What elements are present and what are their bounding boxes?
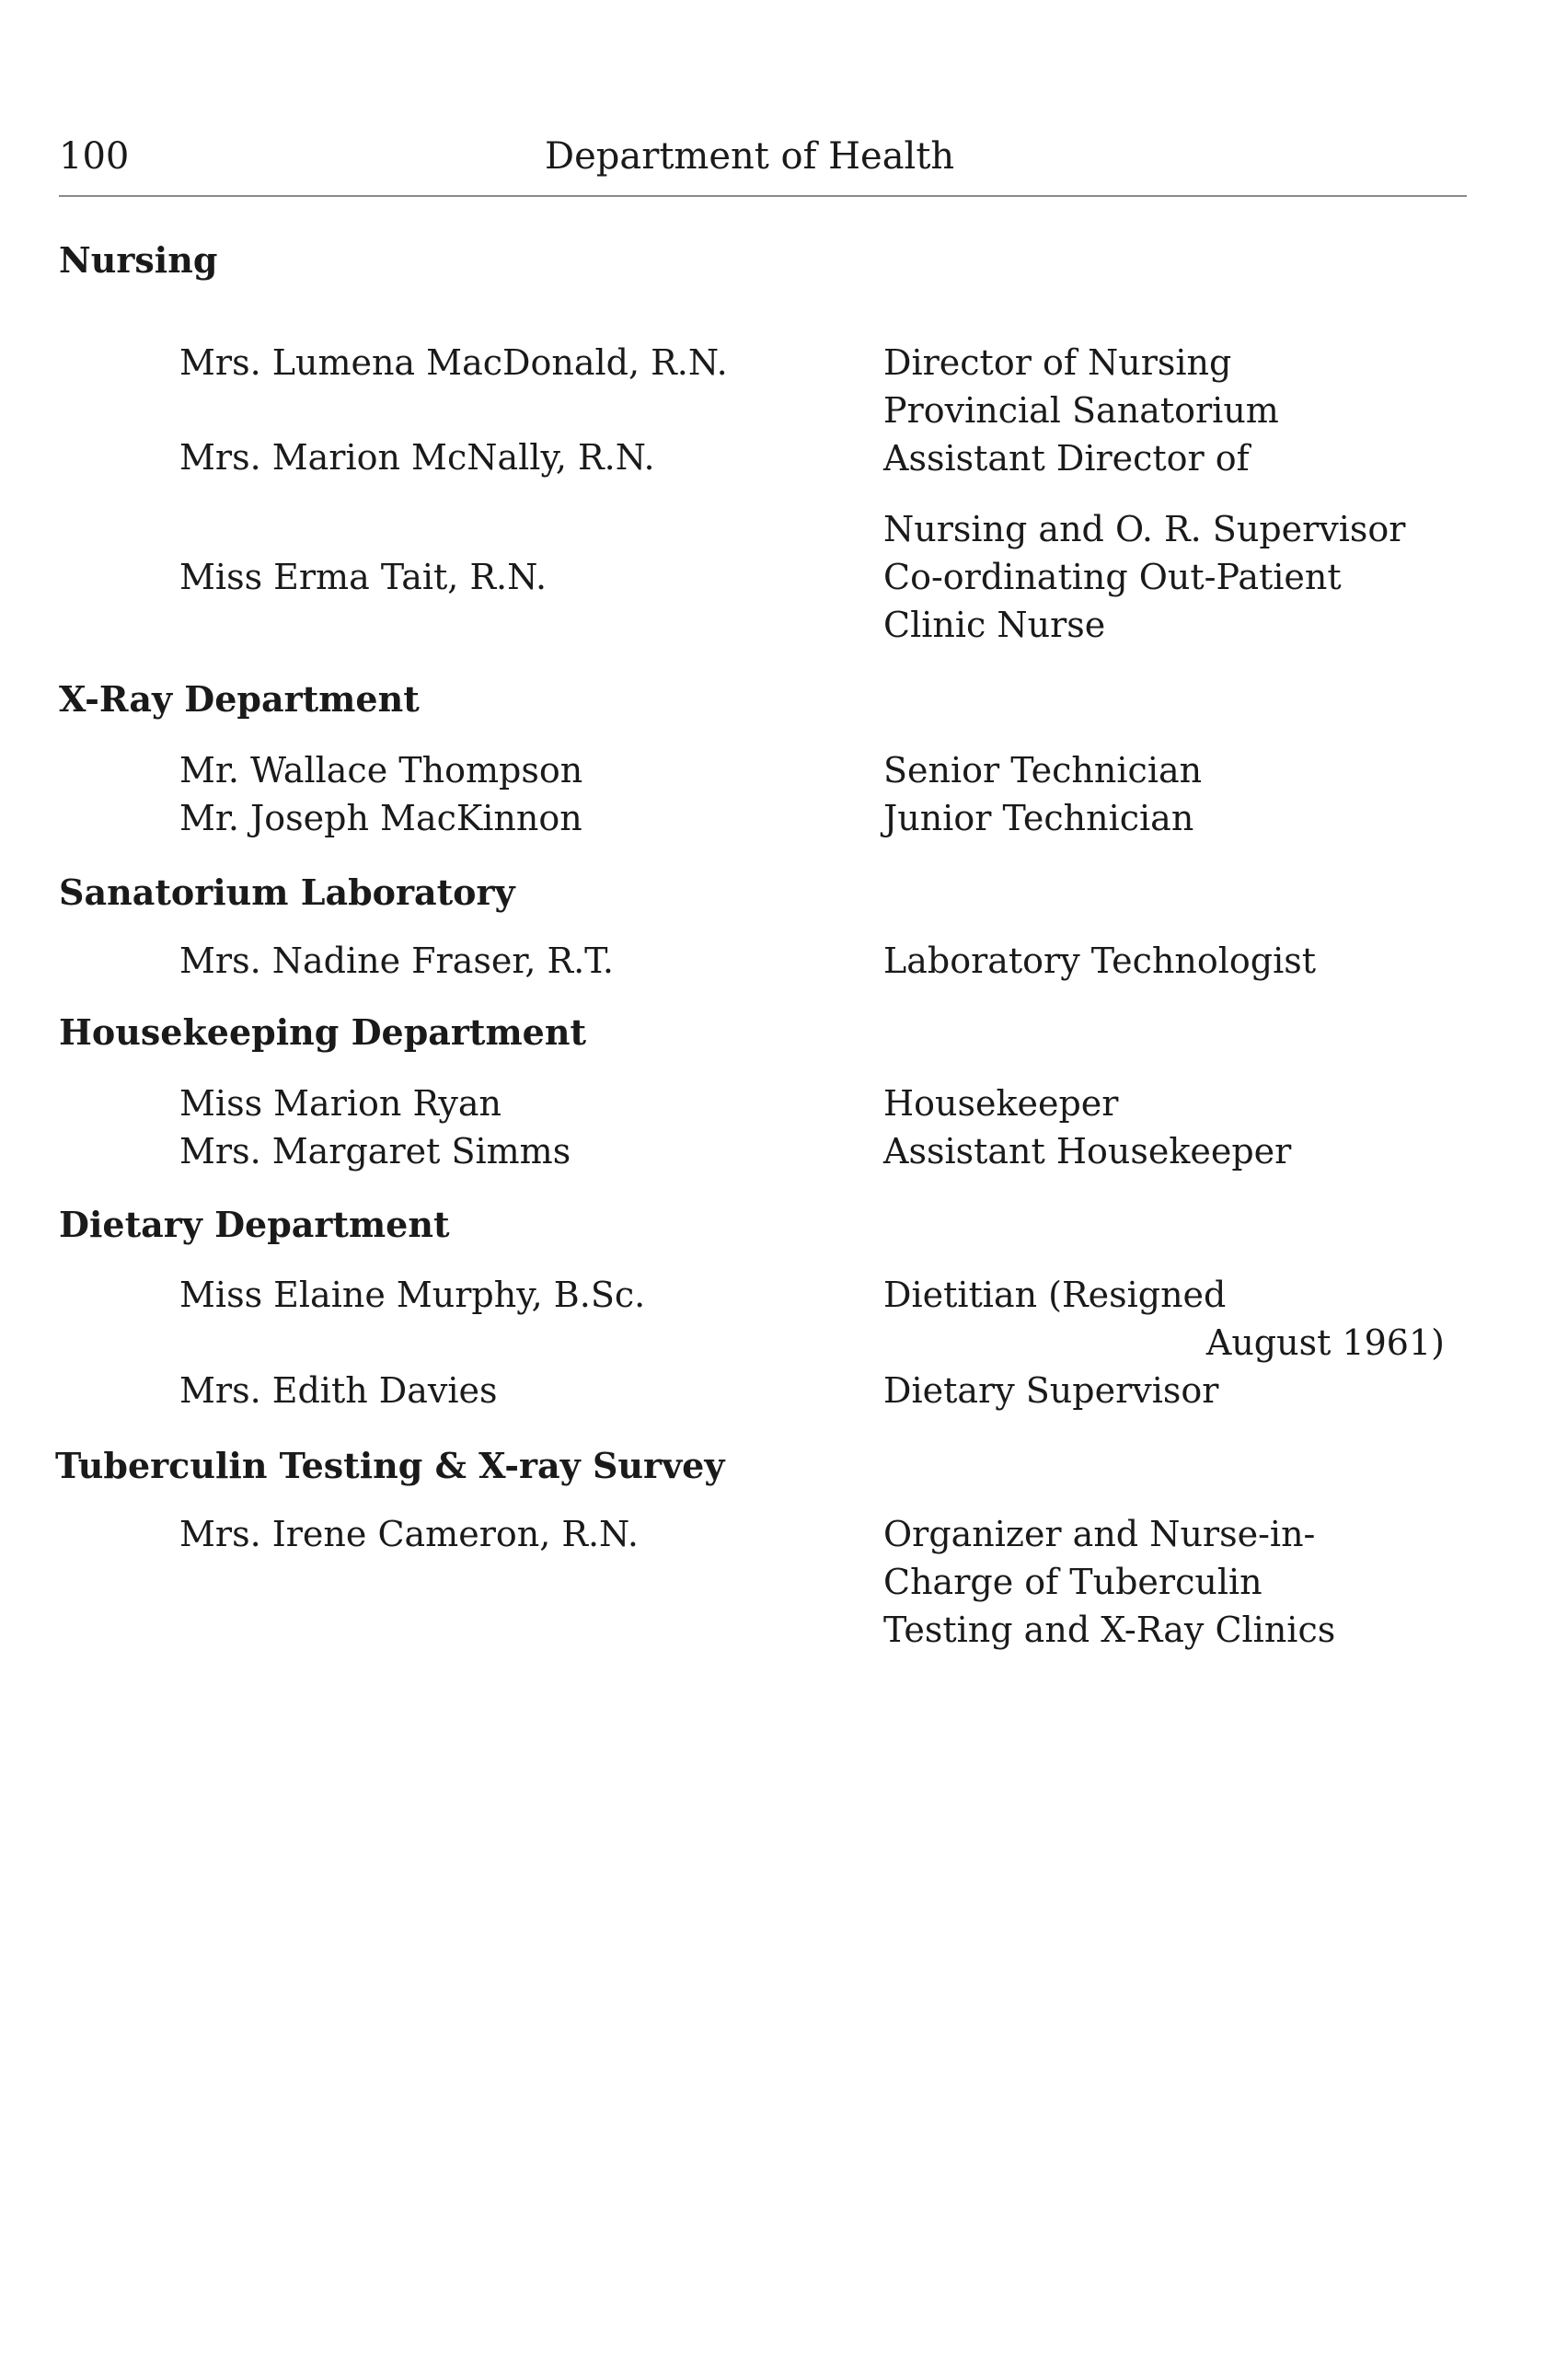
header-rule <box>59 195 1467 197</box>
section-heading-dietary: Dietary Department <box>59 1204 450 1245</box>
staff-title: Testing and X-Ray Clinics <box>883 1610 1336 1650</box>
staff-title: Organizer and Nurse-in- <box>883 1514 1316 1554</box>
staff-name: Mr. Joseph MacKinnon <box>179 798 582 838</box>
staff-name: Mrs. Margaret Simms <box>179 1131 571 1171</box>
staff-title: August 1961) <box>1205 1322 1445 1363</box>
staff-title: Provincial Sanatorium <box>883 390 1279 431</box>
staff-title: Senior Technician <box>883 750 1203 791</box>
staff-name: Miss Elaine Murphy, B.Sc. <box>179 1275 646 1315</box>
staff-title: Junior Technician <box>883 798 1194 838</box>
page-header <box>0 129 1568 184</box>
staff-name: Mrs. Marion McNally, R.N. <box>179 437 655 478</box>
staff-name: Mrs. Edith Davies <box>179 1370 498 1411</box>
staff-name: Miss Marion Ryan <box>179 1083 502 1124</box>
section-heading-nursing: Nursing <box>59 239 218 281</box>
staff-name: Miss Erma Tait, R.N. <box>179 557 548 597</box>
staff-title: Dietary Supervisor <box>883 1370 1219 1411</box>
staff-name: Mrs. Nadine Fraser, R.T. <box>179 941 615 981</box>
section-heading-tuberculin: Tuberculin Testing & X-ray Survey <box>55 1445 725 1486</box>
staff-title: Housekeeper <box>883 1083 1119 1124</box>
section-heading-laboratory: Sanatorium Laboratory <box>59 871 515 913</box>
running-head: Department of Health <box>545 135 955 178</box>
staff-name: Mrs. Irene Cameron, R.N. <box>179 1514 639 1554</box>
staff-title: Co-ordinating Out-Patient <box>883 557 1342 597</box>
staff-title: Charge of Tuberculin <box>883 1562 1262 1602</box>
staff-title: Nursing and O. R. Supervisor <box>883 509 1406 549</box>
staff-title: Laboratory Technologist <box>883 941 1317 981</box>
page-number: 100 <box>59 135 130 178</box>
staff-title: Director of Nursing <box>883 342 1232 383</box>
staff-title: Clinic Nurse <box>883 605 1106 645</box>
staff-title: Assistant Director of <box>883 438 1250 479</box>
staff-name: Mr. Wallace Thompson <box>179 750 583 791</box>
section-heading-housekeeping: Housekeeping Department <box>59 1011 587 1053</box>
section-heading-x-ray: X-Ray Department <box>59 678 420 720</box>
staff-title: Assistant Housekeeper <box>883 1131 1292 1171</box>
staff-name: Mrs. Lumena MacDonald, R.N. <box>179 342 728 383</box>
staff-title: Dietitian (Resigned <box>883 1275 1227 1315</box>
